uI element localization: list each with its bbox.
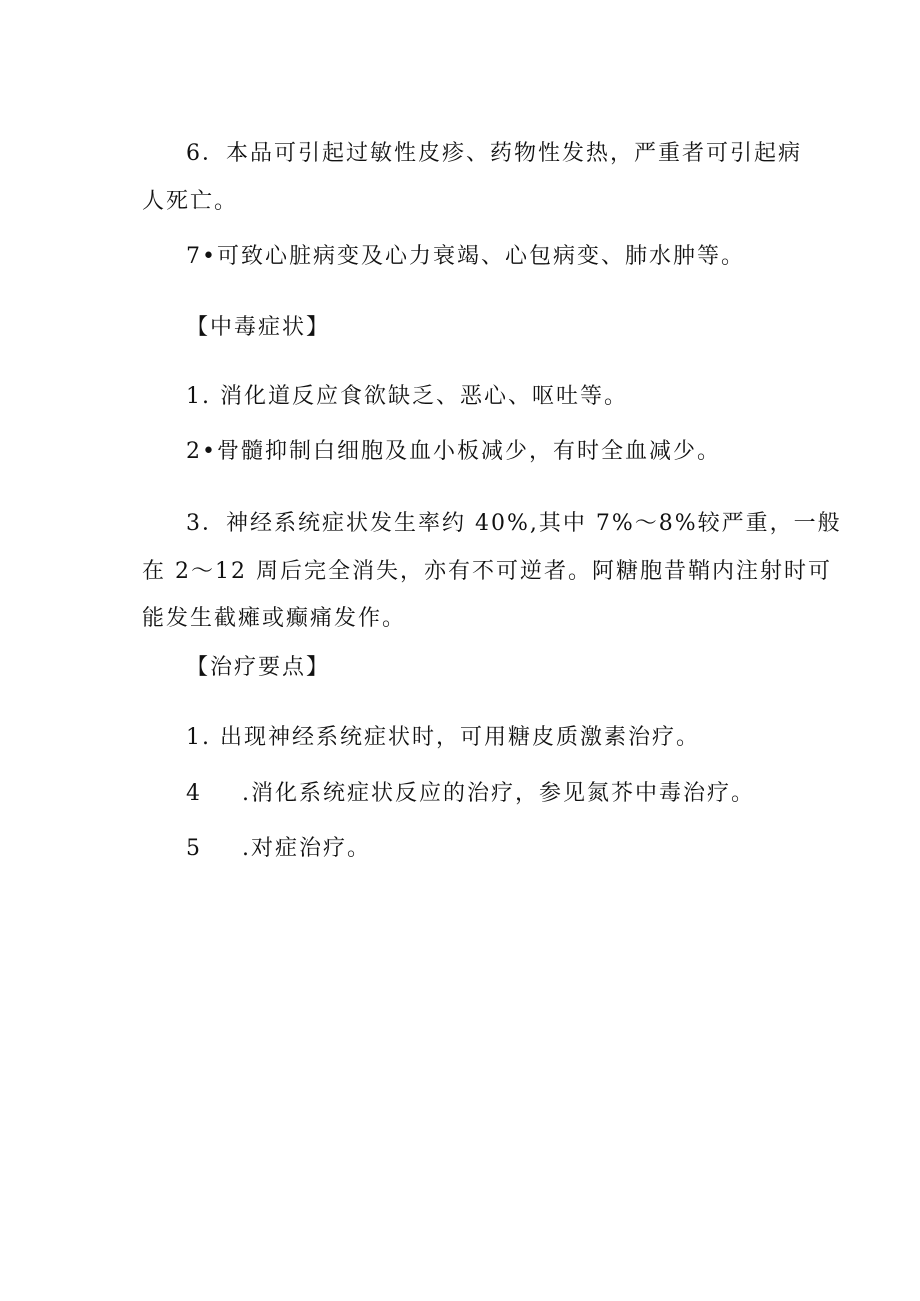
symptom-item-2: 2•骨髓抑制白细胞及血小板减少，有时全血减少。 — [186, 439, 721, 464]
treatment-item-5 — [186, 834, 371, 864]
treatment-item-5-number: 5 — [186, 836, 202, 861]
symptom-item-3-line-1: 3．神经系统症状发生率约 40%,其中 7%～8%较严重，一般 — [186, 511, 842, 536]
treatment-item-5-text: .对症治疗。 — [242, 836, 371, 861]
heading-treatment-points: 【治疗要点】 — [186, 655, 331, 680]
paragraph-7: 7•可致心脏病变及心力衰竭、心包病变、肺水肿等。 — [186, 244, 745, 269]
paragraph-6-line-1: 6．本品可引起过敏性皮疹、药物性发热，严重者可引起病 — [186, 141, 802, 166]
treatment-item-4 — [186, 779, 755, 809]
treatment-item-4-text: .消化系统症状反应的治疗，参见氮芥中毒治疗。 — [242, 781, 755, 806]
heading-poisoning-symptoms: 【中毒症状】 — [186, 315, 331, 340]
paragraph-6-line-2: 人死亡。 — [142, 189, 239, 214]
treatment-item-4-number: 4 — [186, 781, 202, 806]
symptom-item-3-line-3: 能发生截瘫或癫痛发作。 — [142, 606, 407, 631]
symptom-item-1: 1. 消化道反应食欲缺乏、恶心、呕吐等。 — [186, 384, 628, 409]
symptom-item-3-line-2: 在 2～12 周后完全消失，亦有不可逆者。阿糖胞昔鞘内注射时可 — [142, 559, 832, 584]
treatment-item-1: 1. 出现神经系统症状时，可用糖皮质激素治疗。 — [186, 725, 700, 750]
